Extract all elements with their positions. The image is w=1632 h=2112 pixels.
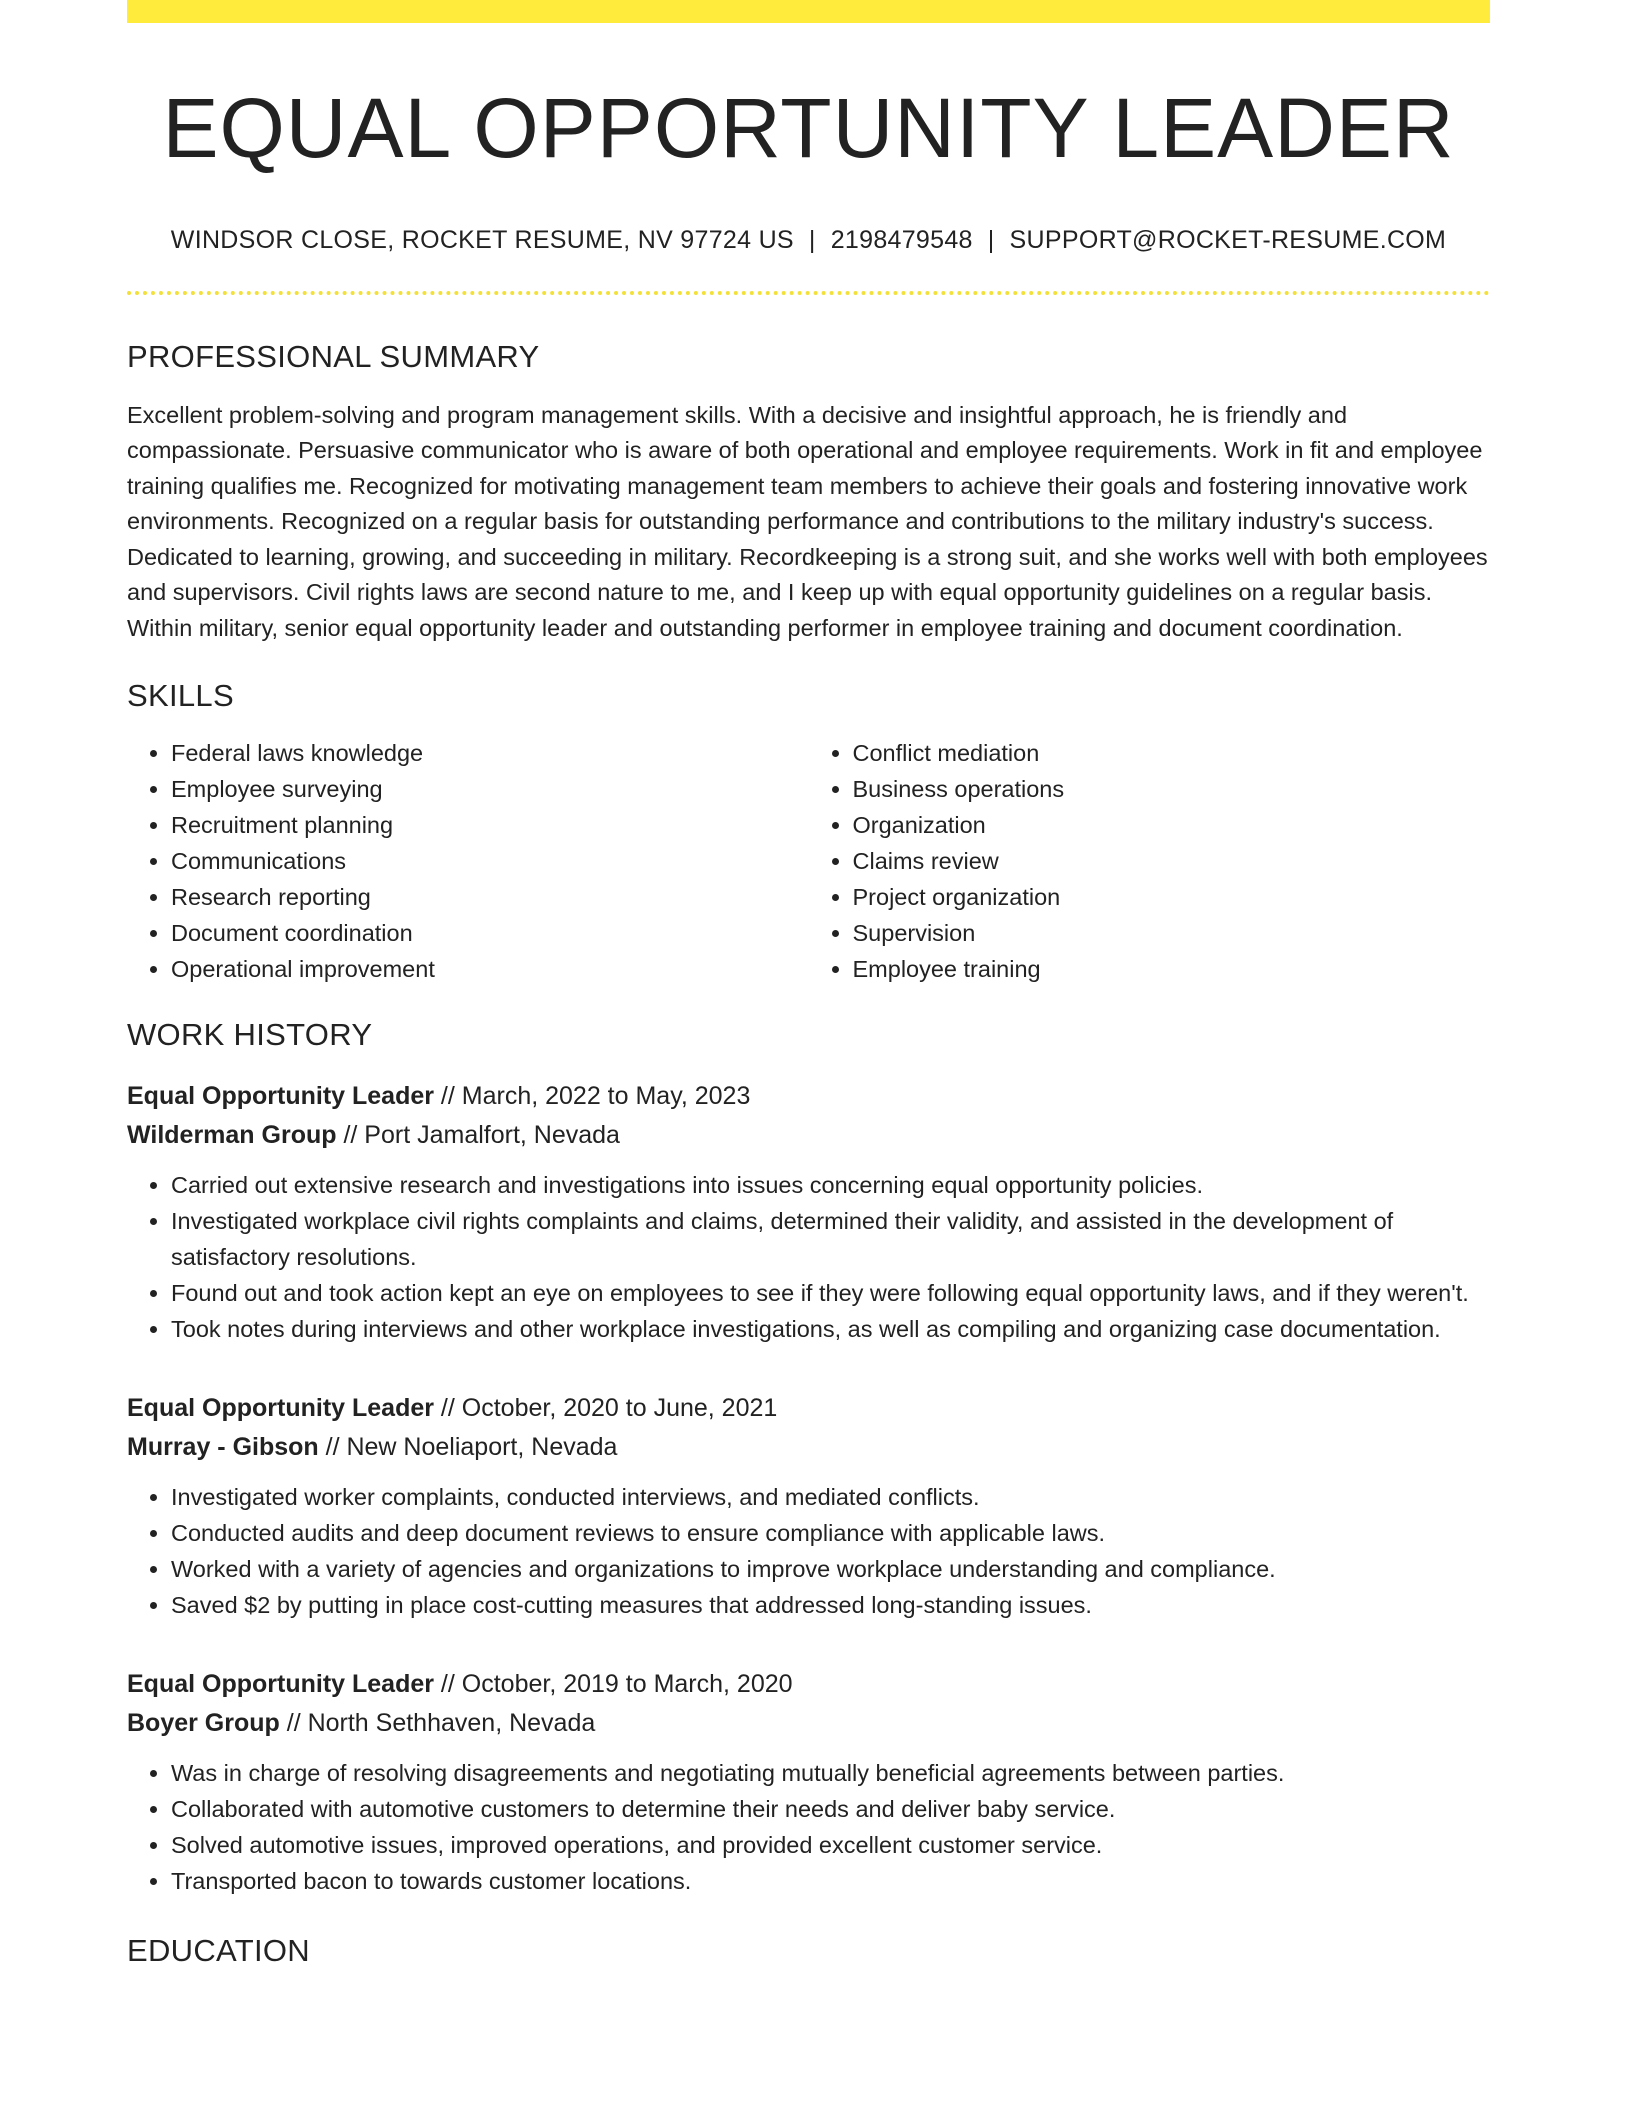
job-bullet: • Found out and took action kept an eye on employees to see if they were following equal opportunity laws, and if they weren't. — [171, 1275, 1490, 1311]
job-bullet: • Solved automotive issues, improved operations, and provided excellent customer service. — [171, 1827, 1490, 1863]
contact-separator: | — [808, 225, 816, 254]
job-location: // North Sethhaven, Nevada — [279, 1709, 596, 1738]
job-bullet: • Conducted audits and deep document reviews to ensure compliance with applicable laws. — [171, 1515, 1490, 1551]
skill-item: • Project organization — [853, 879, 1491, 915]
job-bullets — [127, 1479, 1490, 1623]
job-bullet: • Saved $2 by putting in place cost-cutting measures that addressed long-standing issues. — [171, 1587, 1490, 1623]
skill-item: • Document coordination — [171, 915, 809, 951]
skill-item: • Organization — [853, 807, 1491, 843]
job-dates: // October, 2019 to March, 2020 — [433, 1670, 793, 1699]
resume-title: EQUAL OPPORTUNITY LEADER — [162, 81, 1455, 175]
job-bullet: • Investigated worker complaints, conducted interviews, and mediated conflicts. — [171, 1479, 1490, 1515]
job-bullet: • Collaborated with automotive customers to determine their needs and deliver baby service. — [171, 1791, 1490, 1827]
job-company: Wilderman Group — [127, 1121, 337, 1150]
skill-item: • Recruitment planning — [171, 807, 809, 843]
job-dates: // March, 2022 to May, 2023 — [433, 1082, 751, 1111]
job-entry — [127, 1389, 1490, 1623]
top-accent-bar — [127, 0, 1490, 23]
work-history-heading: WORK HISTORY — [127, 1017, 373, 1053]
skills-heading: SKILLS — [127, 678, 234, 714]
job-title-line — [127, 1077, 1490, 1116]
summary-heading: PROFESSIONAL SUMMARY — [127, 338, 540, 374]
job-bullet: • Investigated workplace civil rights complaints and claims, determined their validity, and assisted in the development of satisfactory resolutions. — [171, 1203, 1490, 1275]
skill-item: • Claims review — [853, 843, 1491, 879]
job-title: Equal Opportunity Leader — [127, 1670, 434, 1699]
skills-list — [127, 735, 1490, 987]
skill-item: • Business operations — [853, 771, 1491, 807]
job-bullet: • Took notes during interviews and other workplace investigations, as well as compiling and organizing case documentation. — [171, 1311, 1490, 1347]
skill-item: • Federal laws knowledge — [171, 735, 809, 771]
job-company-line — [127, 1704, 1490, 1743]
skill-item: • Communications — [171, 843, 809, 879]
job-bullet: • Was in charge of resolving disagreements and negotiating mutually beneficial agreements between parties. — [171, 1755, 1490, 1791]
contact-separator: | — [987, 225, 995, 254]
job-title-line — [127, 1389, 1490, 1428]
contact-phone: 2198479548 — [830, 225, 973, 254]
job-bullet: • Carried out extensive research and investigations into issues concerning equal opportunity policies. — [171, 1167, 1490, 1203]
skill-item: • Operational improvement — [171, 951, 809, 987]
resume-page — [127, 0, 1490, 1969]
job-title: Equal Opportunity Leader — [127, 1082, 434, 1111]
job-dates: // October, 2020 to June, 2021 — [433, 1394, 778, 1423]
contact-line — [127, 226, 1490, 255]
job-title-line — [127, 1665, 1490, 1704]
job-title: Equal Opportunity Leader — [127, 1394, 434, 1423]
job-company: Murray - Gibson — [127, 1433, 319, 1462]
education-heading: EDUCATION — [127, 1933, 310, 1969]
job-company-line — [127, 1428, 1490, 1467]
job-company: Boyer Group — [127, 1709, 280, 1738]
job-bullet: • Transported bacon to towards customer locations. — [171, 1863, 1490, 1899]
skill-item: • Employee surveying — [171, 771, 809, 807]
skill-item: • Supervision — [853, 915, 1491, 951]
skill-item: • Research reporting — [171, 879, 809, 915]
job-bullets — [127, 1167, 1490, 1347]
contact-address: WINDSOR CLOSE, ROCKET RESUME, NV 97724 US — [170, 225, 794, 254]
contact-email: SUPPORT@ROCKET-RESUME.COM — [1009, 225, 1447, 254]
job-entry — [127, 1665, 1490, 1899]
summary-text: Excellent problem-solving and program management skills. With a decisive and insightful approach, he is friendly and compassionate. Persuasive communicator who is aware of both operational and employee requirements. Work in fit and employee training qualifies me. Recognized for motivating management team members to achieve their goals and fostering innovative work environments. Recognized on a regular basis for outstanding performance and contributions to the military industry's success. Dedicated to learning, growing, and succeeding in military. Recordkeeping is a strong suit, and she works well with both employees and supervisors. Civil rights laws are second nature to me, and I keep up with equal opportunity guidelines on a regular basis. Within military, senior equal opportunity leader and outstanding performer in employee training and document coordination. — [127, 401, 1488, 641]
skills-column-left — [127, 735, 809, 987]
job-company-line — [127, 1116, 1490, 1155]
job-location: // New Noeliaport, Nevada — [318, 1433, 618, 1462]
skill-item: • Employee training — [853, 951, 1491, 987]
skills-column-right — [809, 735, 1491, 987]
skill-item: • Conflict mediation — [853, 735, 1491, 771]
job-entry — [127, 1077, 1490, 1347]
dotted-divider — [127, 291, 1490, 295]
job-bullets — [127, 1755, 1490, 1899]
job-location: // Port Jamalfort, Nevada — [336, 1121, 620, 1150]
job-bullet: • Worked with a variety of agencies and organizations to improve workplace understanding and compliance. — [171, 1551, 1490, 1587]
